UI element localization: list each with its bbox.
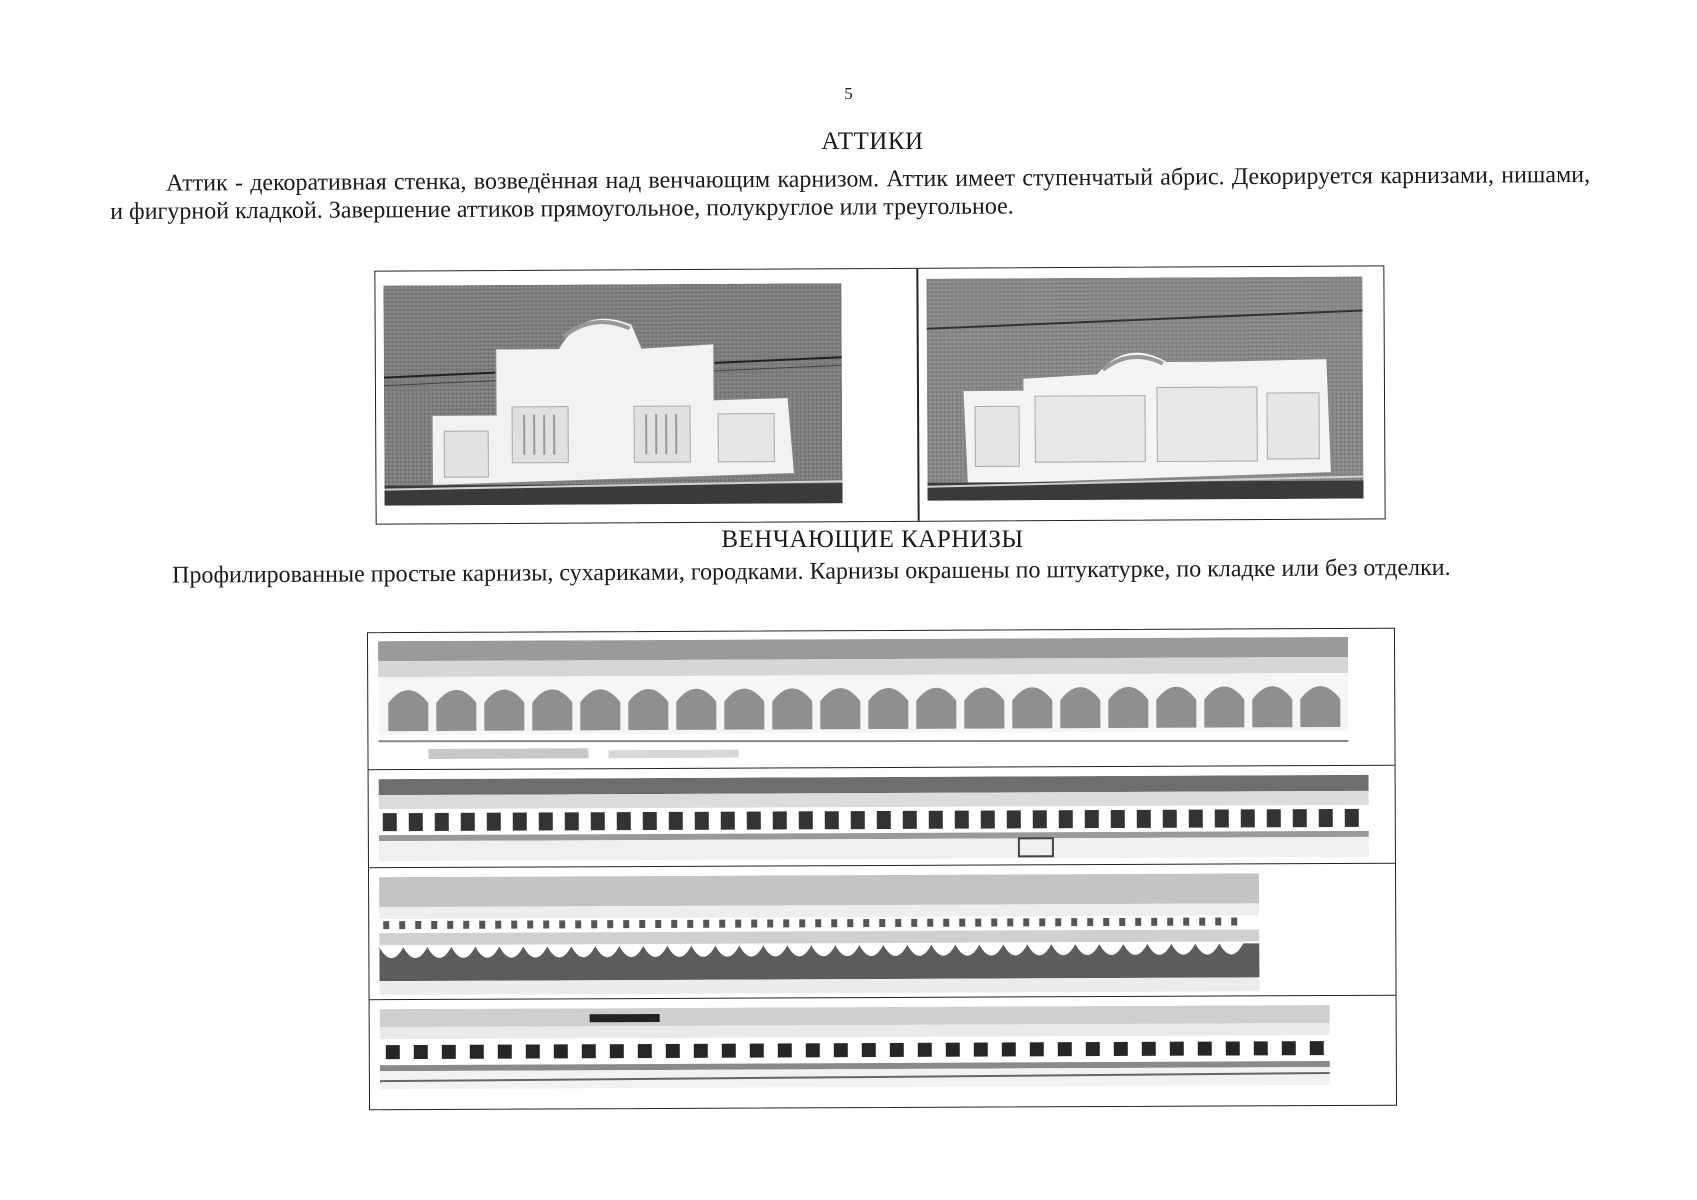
attics-heading: АТТИКИ xyxy=(821,128,924,155)
cornice-row-cogged xyxy=(369,865,1396,1000)
attic-photo-2 xyxy=(926,276,1363,500)
cornices-photo-table xyxy=(367,628,1397,1110)
attics-paragraph: Аттик - декоративная стенка, возведённая над венчающим карнизом. Аттик имеет ступенчатый абрис. Декорируется карнизами, нишами, и фигурной кладкой. Завершение аттиков прямоугольное, полукруглое или треугольное. xyxy=(110,161,1591,225)
cornice-row-dentil xyxy=(369,767,1395,868)
attic-photo-1 xyxy=(383,283,842,505)
page-number: 5 xyxy=(844,84,853,103)
cornice-row-plain-dentil xyxy=(370,997,1396,1107)
cornices-heading: ВЕНЧАЮЩИЕ КАРНИЗЫ xyxy=(721,526,1024,553)
cornices-paragraph: Профилированные простые карнизы, сухариками, городками. Карнизы окрашены по штукатурке, по кладке или без отделки. xyxy=(172,554,1451,589)
attic-divider xyxy=(916,269,919,521)
cornice-row-arched xyxy=(368,629,1395,770)
attics-photo-table xyxy=(374,265,1385,524)
